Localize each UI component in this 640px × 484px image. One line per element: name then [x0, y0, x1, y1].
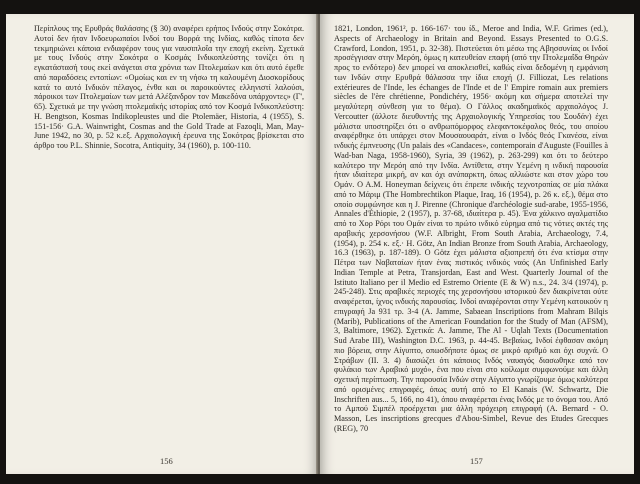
right-page: [320, 14, 634, 474]
left-paragraph-1: Περίπλους της Ερυθράς θαλάσσης (§ 30) αναφέρει ερήπος Ινδούς στην Σοκότρα. Αυτοί δεν ήταν Ινδοευρωπαίοι Ινδοί του Βορρά της Ινδίας, καθώς τίποτα δεν τεκμηριώνει κάποια ενδιαφέρον τους για ναυσιπλοΐα την εποχή εκείνη. Σχετικά με τους Ινδούς στην Σοκότρα ο Κοσμάς Ινδικοπλεύστης τονίζει ότι η εγκατάστασή τους εκεί ανάγεται στα χρόνια των Πτολεμαίων και ότι αυτό έφεθε από παραδόσεις εντοπίων: «Ομοίως και εν τη νήσω τη καλουμένη Διοσκορίδους κατά το αυτό Ινδικόν πέλαγος, ένθα και οι παροικούντες ελληνιστί λαλούσι, πάροικοι των Πτολεμαίων των μετά Αλέξανδρον τον Μακεδόνα υπάρχοντες» (Γ', 65). Σχετικά με την γνώση πτολεμαϊκής ιστορίας από τον Κοσμά Ινδικοπλεύστη: H. Bengtson, Kosmas Indikopleustes und die Ptolemäer, Historia, 4 (1955), S. 151-156· G.A. Wainwright, Cosmas and the Gold Trade at Fazoqli, Man, May-June 1942, no 30, p. 52 κ.εξ. Αρχαιολογική έρευνα της Σοκότρας βρίσκεται στο άρθρο του P.L. Shinnie, Socotra, Antiquity, 34 (1960), p. 100-110.: [34, 24, 304, 150]
left-page: [6, 14, 318, 474]
right-page-number: 157: [470, 456, 483, 466]
right-page-text: [334, 24, 608, 434]
left-page-number: 156: [160, 456, 173, 466]
left-page-text: [34, 24, 304, 151]
right-paragraph-1: 1821, London, 1961², p. 166-167· του ίδ., Meroe and India, W.F. Grimes (ed.), Aspects of Archaeology in Britain and Beyond. Essays Presented to O.G.S. Crawford, London, 1951, p. 32-38). Πιστεύεται ότι μέσω της Αβησσυνίας οι Ινδοί προσέγγισαν στην Μερόη, όμως η κατευθείαν επαφή (από την Πτολεμαΐδα Θηρών προς το ενδότερο) δεν μπορεί να αποκλεισθεί, καθώς είναι δεδομένη η εμφάνιση των Ινδών στην Ερυθρά θάλασσα την ίδια εποχή (J. Filliozat, Les relations extérieures de l'Inde, les échanges de l'Inde et de l' Empire romain aux premiers siècles de l'ère chrétienne, Pondichéry, 1956· ακόμη και σήμερα αποτελεί την μεγαλύτερη σύνθεση για το θέμα). Ο Γάλλος ακαδημαϊκός αρχαιολόγος J. Vercoutter (άλλοτε διευθυντής της Αρχαιολογικής Υπηρεσίας του Σουδάν) έχει μάλιστα υποστηρίξει ότι ο ανθρωπόμορφος ελεφαντοκέφαλος θεός, του οποίου αναφέρθηκε ότι υπάρχει στον Μουσαουαράτ, είναι ο Ινδός θεός Γκανέσα, είναι ινδικής έμπνευσης (Un palais des «Candaces», contemporain d'Auguste (Fouilles à Wad-ban Naga, 1958-1960), Syria, 39 (1962), p. 263-299) και ότι το δεύτερο καλύτερο την Μερόη από την Ινδία. Αντίθετα, στην Υεμένη η ινδική παρουσία ήταν ιδιαίτερα μικρή, αν και όχι ανύπαρκτη, όπως αλλιώστε και στον χώρο του Ομάν. O A.M. Honeyman δείχνεις ότι έπρεπε ινδικής τεχνοτροπίας σε μία πλάκα από το Μάριμ (The Hombrechtikon Plaque, Iraq, 16 (1954), p. 26 κ. εξ.), θέμα στο οποίο συμφώνησε και η J. Pirenne (Chronique d'archéologie sud-arabe, 1955-1956, Annales d'Éthiopie, 2 (1957), p. 37-68, ιδιαίτερα p. 45). Ένα χάλκινο αγαλματίδιο από το Χορ Ρόρι του Ομάν είναι το πρώτο ινδικό εύρημα από τις νότιες ακτές της αραβικής χερσονήσου (W.F. Albright, From South Arabia, Archaeology, 7.4, (1954), p. 254 κ. εξ.· H. Götz, An Indian Bronze from South Arabia, Archaeology, 16.3 (1963), p. 187-189). Ο Götz έχει μάλιστα αξιοπρεπή ότι ένα κτίσμα στην Πέτρα των Ναβαταίων ήταν ένας πιστικός ινδικός ναός (An Unfinished Early Indian Temple at Petra, Transjordan, East and West. Quarterly Journal of the Istituto Italiano per il Medio ed Estremo Oriente (E & W) n.s., 24. 3/4 (1974), p. 245-248). Στις αραβικές περιοχές της χερσονήσου ιστορικού δεν διακρίνεται ούτε αναφέρεται, ίχνος ινδικής παρουσίας. Ινδοί αναφέρονται στην Υεμένη κατοικούν η επιγραφή Ja 931 τρ. 3-4 (A. Jamme, Sabaean Inscriptions from Mahram Bilqis (Marib), Publications of the American Foundation for the Study of Man (AFSM), 3, Baltimore, 1962). Σχετικά: A. Jamme, The Al - Uqlah Texts (Documentation Sud Arabe III), Washington D.C. 1963, p. 44-45. Βεβαίως, Ινδοί έφθασαν ακόμη πιο βόρεια, στην Αίγυπτο, οπωσδήποτε όμως σε μικρό αριθμό και όχι συχνά. Ο Στράβων (II. 3. 4) διασώζει ότι κάποιος Ινδός ναυαγός διασωθηκε από τον φυλάκιο των Αραβικό μυχό», ένα που είναι στο κοίλωμα συμφωνούμε και άλλη σχετική περίπτωση. Την παρουσία Ινδών στην Αίγυπτο γνωρίζουμε όμως καλύτερα από ορισμένες επιγραφές, όπως αυτή από το El Kanais (W. Schwartz, Die Inschriften aus... 5, 166, no 41), όπου αναφέρεται ένας Ινδός με το όνομα του. Από το Αμπού Σιμπέλ προέρχεται μια άλλη πρόχειρη επιγραφή (A. Bernard - O. Masson, Les inscriptions grecques d'Abou-Simbel, Revue des Etudes Grecques (REG), 70: [334, 24, 608, 433]
